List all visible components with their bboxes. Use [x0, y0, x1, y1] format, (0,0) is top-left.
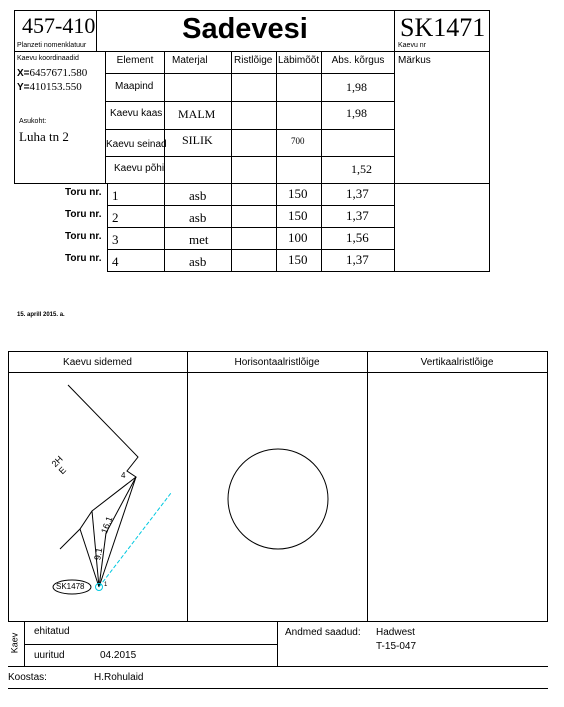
row-seinad-diameter: 700 [291, 136, 305, 146]
col-section: Ristlõige [234, 55, 273, 66]
pipe-1-diameter: 150 [288, 186, 308, 201]
measured-label: uuritud [34, 650, 65, 661]
row-seinad-element: Kaevu seinad [106, 139, 167, 150]
pipe-4-diameter: 150 [288, 252, 308, 267]
pipe-3-diameter: 100 [288, 230, 308, 245]
connection-sketch [8, 373, 187, 621]
pipe-label-1: Toru nr. [65, 187, 102, 198]
pipe-2-height: 1,37 [346, 208, 369, 223]
node-label: SK1478 [56, 582, 85, 591]
col-height: Abs. kõrgus [331, 55, 385, 66]
coord-x-value: 6457671.580 [29, 67, 88, 79]
kaev-label: Kaev [9, 632, 20, 654]
row-kaas-material: MALM [178, 107, 216, 121]
location-value: Luha tn 2 [19, 129, 69, 144]
data-ref: T-15-047 [376, 641, 417, 652]
coord-y [17, 81, 82, 93]
well-number-label: Kaevu nr [398, 42, 427, 49]
manhole-circle [228, 449, 328, 549]
coords-label: Kaevu koordinaadid [17, 55, 79, 62]
pipe-label-3: Toru nr. [65, 231, 102, 242]
horizontal-section [188, 373, 367, 621]
document-date: 15. aprill 2015. a. [17, 312, 65, 318]
panel-title-horizontal: Horisontaalristlõige [234, 357, 320, 368]
pipe-3-material: met [189, 232, 209, 247]
pipe-3-height: 1,56 [346, 230, 369, 245]
pipe-3-nr: 3 [112, 232, 119, 247]
row-kaas-height: 1,98 [346, 106, 367, 120]
pipe-2-diameter: 150 [288, 208, 308, 223]
coord-x [17, 67, 87, 79]
nomenclature: 457-410 [22, 13, 96, 38]
node-marker: 1 [104, 582, 108, 588]
compiled-label: Koostas: [8, 672, 47, 683]
coord-y-label: Y= [17, 82, 30, 93]
pipe-2-material: asb [189, 210, 207, 225]
row-kaas-element: Kaevu kaas [110, 108, 163, 119]
building-label: 2H E [49, 453, 69, 477]
location-label: Asukoht: [19, 118, 47, 125]
row-maapind-height: 1,98 [346, 80, 367, 94]
pipe-4-material: asb [189, 254, 207, 269]
pipe-label-4: Toru nr. [65, 253, 102, 264]
data-from-value: Hadwest [376, 627, 415, 638]
row-pohi-element: Kaevu põhi [114, 163, 165, 174]
row-pohi-height: 1,52 [351, 162, 372, 176]
col-material: Materjal [172, 55, 208, 66]
pipe-1-height: 1,37 [346, 186, 369, 201]
nomenclature-label: Planzeti nomenklatuur [17, 42, 87, 49]
dim-label-9-1: 9.1 [92, 546, 105, 562]
dim-label-4: 4 [121, 471, 126, 480]
remarks-label: Märkus [398, 55, 431, 66]
pipe-label-2: Toru nr. [65, 209, 102, 220]
built-label: ehitatud [34, 626, 70, 637]
coord-y-value: 410153.550 [29, 81, 82, 93]
col-diameter: Läbimõõt [278, 55, 320, 66]
pipe-4-height: 1,37 [346, 252, 369, 267]
cyan-pipe [99, 493, 171, 587]
pipe-1-nr: 1 [112, 188, 119, 203]
row-maapind-element: Maapind [115, 81, 154, 92]
measured-date: 04.2015 [100, 650, 137, 661]
compiled-value: H.Rohulaid [94, 672, 144, 683]
data-from-label: Andmed saadud: [285, 627, 361, 638]
coord-x-label: X= [17, 68, 30, 79]
panel-title-vertical: Vertikaalristlõige [420, 357, 494, 368]
col-element: Element [116, 55, 154, 66]
page-title: Sadevesi [182, 13, 308, 45]
panel-title-connections: Kaevu sidemed [63, 357, 132, 368]
row-seinad-material: SILIK [182, 133, 213, 147]
pipe-1-material: asb [189, 188, 207, 203]
pipe-4-nr: 4 [112, 254, 119, 269]
pipe-2-nr: 2 [112, 210, 119, 225]
dim-label-16-1: 16.1 [99, 515, 115, 535]
well-number: SK1471 [400, 13, 486, 42]
